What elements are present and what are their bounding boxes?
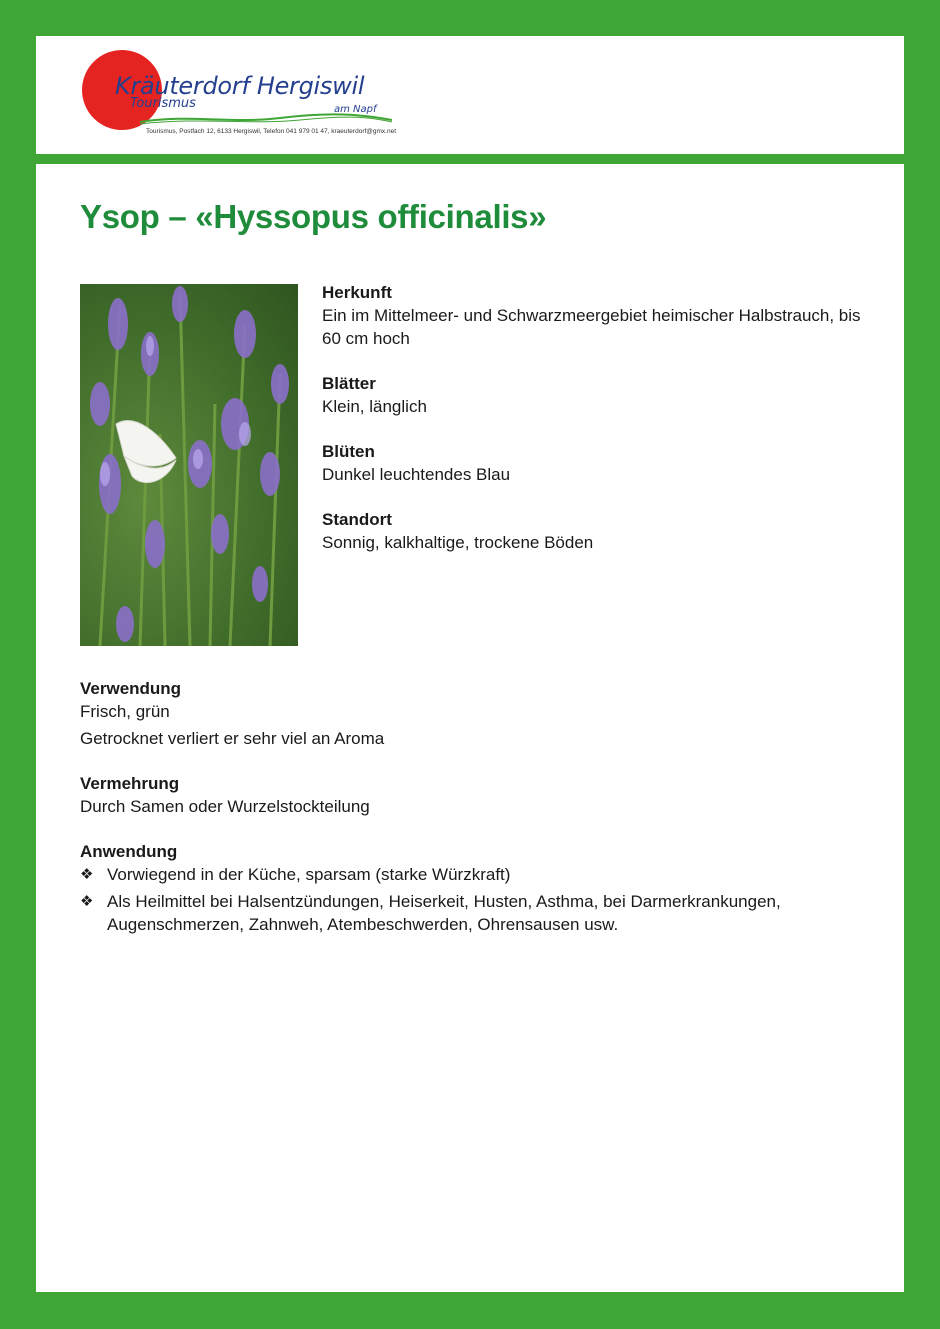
fact-text: Sonnig, kalkhaltige, trockene Böden bbox=[322, 533, 594, 552]
diamond-bullet-icon: ❖ bbox=[80, 893, 94, 910]
fact-blaetter bbox=[322, 372, 882, 418]
lower-sections bbox=[80, 677, 880, 958]
page-title: Ysop – «Hyssopus officinalis» bbox=[80, 198, 547, 235]
section-label: Verwendung bbox=[80, 679, 182, 698]
herb-photo-icon bbox=[80, 284, 298, 646]
section-verwendung bbox=[80, 677, 880, 750]
fact-blueten bbox=[322, 440, 882, 486]
herb-photo bbox=[80, 284, 298, 646]
section-label: Anwendung bbox=[80, 842, 178, 861]
content-panel bbox=[36, 164, 904, 1292]
logo-title: Kräuterdorf Hergiswil bbox=[115, 72, 365, 100]
list-item bbox=[80, 863, 880, 886]
section-vermehrung bbox=[80, 772, 880, 818]
fact-standort bbox=[322, 508, 882, 554]
list-item-text: Als Heilmittel bei Halsentzündungen, Heiserkeit, Husten, Asthma, bei Darmerkrankungen, Augenschmerzen, Zahnweh, Atembeschwerden, Ohrensausen usw. bbox=[107, 892, 781, 934]
fact-text: Klein, länglich bbox=[322, 397, 427, 416]
section-text: Getrocknet verliert er sehr viel an Aroma bbox=[80, 729, 385, 748]
diamond-bullet-icon: ❖ bbox=[80, 866, 94, 883]
logo-swoosh-icon bbox=[140, 112, 392, 126]
list-item-text: Vorwiegend in der Küche, sparsam (starke Würzkraft) bbox=[107, 865, 511, 884]
list-item bbox=[80, 890, 880, 936]
fact-label: Standort bbox=[322, 510, 392, 529]
fact-label: Blätter bbox=[322, 374, 376, 393]
fact-text: Ein im Mittelmeer- und Schwarzmeergebiet heimischer Halbstrauch, bis 60 cm hoch bbox=[322, 306, 861, 348]
facts-column bbox=[322, 281, 882, 576]
section-anwendung bbox=[80, 840, 880, 936]
fact-label: Blüten bbox=[322, 442, 375, 461]
section-label: Vermehrung bbox=[80, 774, 180, 793]
logo[interactable] bbox=[82, 50, 402, 146]
fact-label: Herkunft bbox=[322, 283, 392, 302]
logo-subtitle: Tourismus bbox=[130, 96, 196, 111]
logo-address: Tourismus, Postfach 12, 6133 Hergiswil, Telefon 041 979 01 47, kraeuterdorf@gmx.net bbox=[146, 128, 397, 135]
fact-text: Dunkel leuchtendes Blau bbox=[322, 465, 511, 484]
logo-suffix: am Napf bbox=[334, 104, 377, 115]
fact-herkunft bbox=[322, 281, 882, 350]
anwendung-list bbox=[80, 863, 880, 936]
section-text: Frisch, grün bbox=[80, 702, 170, 721]
section-text: Durch Samen oder Wurzelstockteilung bbox=[80, 797, 370, 816]
header-panel bbox=[36, 36, 904, 154]
